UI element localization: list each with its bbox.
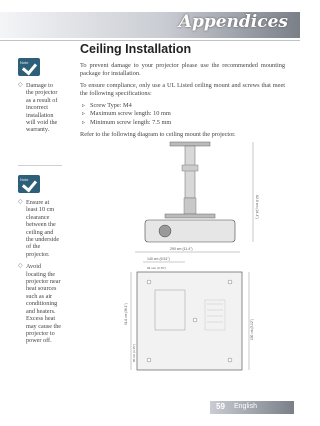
screw-hole xyxy=(228,358,232,362)
note-icon-label: Note xyxy=(20,60,29,65)
width-dimension-label: 290 cm (11.4") xyxy=(170,247,193,251)
screw-hole xyxy=(228,280,232,284)
mount-bracket xyxy=(165,214,215,218)
page-number: 59 xyxy=(216,402,225,411)
footer-language: English xyxy=(234,403,257,410)
mount-clamp xyxy=(182,165,198,171)
intro-paragraph: To prevent damage to your projector please use the recommended mounting package for installation. xyxy=(80,62,285,77)
note-text: Avoid locating the projector near heat sources such as air conditioning and heaters. Excess heat may cause the projector to power off. xyxy=(26,263,62,345)
projector-lens xyxy=(159,225,171,237)
spec-item: ▹ Screw Type: M4 xyxy=(80,102,285,110)
note-icon-label: Note xyxy=(20,177,29,182)
diamond-bullet-icon: ◇ xyxy=(18,263,23,270)
left-dimension-label: 91.6 cm (36.1") xyxy=(124,303,128,325)
page-section-title: Appendices xyxy=(178,12,288,32)
note-divider xyxy=(18,165,62,166)
refer-paragraph: Refer to the following diagram to ceiling mount the projector. xyxy=(80,131,236,139)
diamond-bullet-icon: ◇ xyxy=(18,82,23,88)
screw-hole xyxy=(147,358,151,362)
note-text: Damage to the projector as a result of incorrect installation will void the warranty. xyxy=(26,82,58,134)
projector-side-view xyxy=(145,220,235,242)
diamond-bullet-icon: ◇ xyxy=(18,199,23,205)
projector-bottom-view xyxy=(137,272,242,370)
spec-list xyxy=(80,102,285,127)
spec-item: ▹ Minimum screw length: 7.5 mm xyxy=(80,119,285,127)
note-item xyxy=(18,263,62,344)
inner-dimension-label: 140 cm (5.51") xyxy=(147,257,170,261)
header-divider xyxy=(0,40,300,41)
mount-pole xyxy=(185,146,195,198)
height-dimension-label: 62.0 cm (24.4") xyxy=(255,195,259,219)
ceiling-plate xyxy=(170,142,210,146)
compliance-paragraph: To ensure compliance, only use a UL Listed ceiling mount and screws that meet the following specifications: xyxy=(80,82,285,97)
note-check-icon xyxy=(18,58,40,76)
right-dimension-label: 130 cm (5.12") xyxy=(250,319,254,340)
ceiling-mount-diagram xyxy=(125,140,275,390)
screw-hole xyxy=(193,318,197,322)
main-content xyxy=(80,42,285,143)
left-dimension-label-2: 80 cm (3.15") xyxy=(132,344,136,362)
screw-hole xyxy=(147,280,151,284)
section-title: Ceiling Installation xyxy=(80,42,192,56)
note-text: Ensure at least 10 cm clearance between the ceiling and the underside of the projector. xyxy=(26,199,60,258)
mount-joint xyxy=(184,198,196,214)
sub-dimension-label: 94 mm (3.70") xyxy=(147,266,166,270)
note-item xyxy=(18,82,62,134)
note-check-icon xyxy=(18,175,40,193)
note-box-warranty xyxy=(18,58,62,139)
note-box-placement xyxy=(18,175,62,350)
spec-item: ▹ Maximum screw length: 10 mm xyxy=(80,110,285,118)
note-item xyxy=(18,199,62,258)
